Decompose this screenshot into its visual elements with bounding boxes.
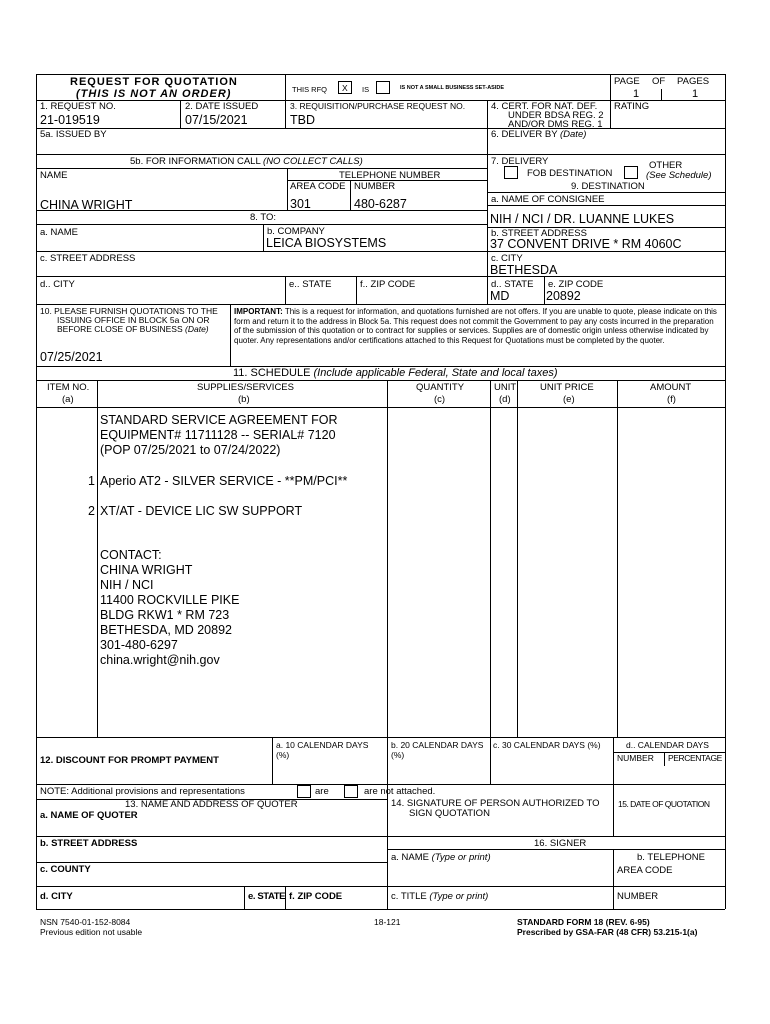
set-aside-label: IS NOT A SMALL BUSINESS SET-ASIDE: [400, 85, 505, 91]
form-code: 18-121: [374, 917, 401, 927]
item-no: 2: [88, 504, 95, 518]
form-subtitle: (THIS IS NOT AN ORDER): [76, 88, 232, 100]
contact-line[interactable]: china.wright@nih.gov: [100, 653, 220, 667]
discount-days-label: d.. CALENDAR DAYS: [626, 740, 709, 750]
info-call-label: 5b. FOR INFORMATION CALL (NO COLLECT CALLS): [130, 156, 363, 167]
quoter-city-label: d. CITY: [40, 891, 73, 902]
requisition-label: 3. REQUISITION/PURCHASE REQUEST NO.: [290, 101, 466, 111]
delivery-label: 7. DELIVERY: [491, 156, 549, 167]
consignee-label: a. NAME OF CONSIGNEE: [491, 194, 605, 205]
see-schedule-label: (See Schedule): [646, 170, 712, 181]
nsn-number: NSN 7540-01-152-8084: [40, 917, 131, 927]
col-unit-price: UNIT PRICE: [540, 382, 594, 393]
this-rfq-label: THIS RFQ: [292, 85, 327, 94]
area-code-label: AREA CODE: [290, 181, 346, 192]
signer-area-code-label: AREA CODE: [617, 865, 673, 876]
dest-zip-label: e. ZIP CODE: [548, 279, 604, 290]
date-issued-label: 2. DATE ISSUED: [185, 101, 259, 112]
set-aside-checkbox[interactable]: [376, 81, 390, 94]
contact-line: BLDG RKW1 * RM 723: [100, 608, 230, 622]
schedule-title: 11. SCHEDULE (Include applicable Federal, State and local taxes): [233, 367, 558, 379]
of-label: OF: [652, 76, 666, 87]
note-text: NOTE: Additional provisions and representations: [40, 786, 245, 797]
to-street-label: c. STREET ADDRESS: [40, 253, 136, 264]
cert-label-1: 4. CERT. FOR NAT. DEF.: [491, 101, 598, 112]
col-unit-price-sub: (e): [563, 394, 575, 405]
signature-label-2: SIGN QUOTATION: [409, 808, 490, 819]
prescribed-by-label: Prescribed by GSA-FAR (48 CFR) 53.215-1(a): [517, 927, 698, 937]
contact-line: NIH / NCI: [100, 578, 154, 592]
to-state-label: e.. STATE: [289, 279, 332, 290]
discount-30-label: c. 30 CALENDAR DAYS (%): [493, 740, 601, 750]
discount-label: 12. DISCOUNT FOR PROMPT PAYMENT: [40, 755, 219, 766]
service-intro-line: (POP 07/25/2021 to 07/24/2022): [100, 443, 281, 457]
signer-label: 16. SIGNER: [534, 838, 587, 849]
date-issued-value[interactable]: 07/15/2021: [185, 113, 248, 127]
quoter-county-label: c. COUNTY: [40, 864, 91, 875]
page-value: 1: [633, 88, 640, 100]
col-quantity: QUANTITY: [416, 382, 465, 393]
item-desc: XT/AT - DEVICE LIC SW SUPPORT: [100, 504, 303, 518]
request-no-value[interactable]: 21-019519: [40, 113, 100, 127]
requisition-value[interactable]: TBD: [290, 113, 315, 127]
company-value[interactable]: LEICA BIOSYSTEMS: [266, 236, 387, 250]
rfq-check-mark: X: [342, 83, 348, 93]
dest-state-value[interactable]: MD: [490, 289, 510, 303]
pages-value: 1: [692, 88, 699, 100]
to-name-label: a. NAME: [40, 227, 79, 238]
signature-label-1: 14. SIGNATURE OF PERSON AUTHORIZED TO: [391, 798, 600, 809]
signer-name-label: a. NAME (Type or print): [391, 852, 491, 863]
col-amount: AMOUNT: [650, 382, 692, 393]
service-intro-line: EQUIPMENT# 11711128 -- SERIAL# 7120: [100, 428, 336, 442]
are-not-checkbox[interactable]: [344, 785, 358, 798]
discount-number-label: NUMBER: [617, 753, 654, 763]
are-not-label: are not attached.: [364, 786, 436, 797]
furnish-line-1: 10. PLEASE FURNISH QUOTATIONS TO THE: [40, 306, 218, 316]
to-zip-label: f.. ZIP CODE: [360, 279, 416, 290]
number-value[interactable]: 480-6287: [354, 197, 407, 211]
important-notice: IMPORTANT: This is a request for information, and quotations furnished are not offers. If you are unable to quote, please indicate on this form and return it to the address in Block 5a. This request does not commit the Government to pay any costs incurred in the preparation of the submission of this quotation or to contract for supplies or services. Supplies are of domestic origin unless otherwise indicated by quoter. Any representations and/or certifications attached to this Request for Quotations must be completed by the quoter.: [234, 307, 717, 345]
discount-10-label: a. 10 CALENDAR DAYS: [276, 740, 369, 750]
quoter-street-label: b. STREET ADDRESS: [40, 838, 138, 849]
rfq-checkbox[interactable]: [338, 81, 352, 94]
info-name-value[interactable]: CHINA WRIGHT: [40, 198, 133, 212]
are-label: are: [315, 786, 329, 797]
col-quantity-sub: (c): [434, 394, 446, 405]
dest-state-label: d.. STATE: [491, 279, 534, 290]
signer-number-label: NUMBER: [617, 891, 659, 902]
discount-10-pct: (%): [276, 750, 290, 760]
dest-city-value[interactable]: BETHESDA: [490, 263, 558, 277]
pages-label: PAGES: [677, 76, 710, 87]
quote-due-date[interactable]: 07/25/2021: [40, 350, 103, 364]
fob-label: FOB DESTINATION: [527, 168, 613, 179]
col-item-no: ITEM NO.: [47, 382, 90, 393]
quoter-zip-label: f. ZIP CODE: [289, 891, 343, 902]
col-supplies-sub: (b): [238, 394, 250, 405]
discount-percentage-label: PERCENTAGE: [668, 753, 722, 763]
to-city-label: d.. CITY: [40, 279, 75, 290]
col-supplies: SUPPLIES/SERVICES: [197, 382, 294, 393]
col-unit-sub: (d): [499, 394, 511, 405]
destination-label: 9. DESTINATION: [571, 181, 645, 192]
telephone-label: TELEPHONE NUMBER: [339, 170, 441, 181]
fob-checkbox[interactable]: [504, 166, 518, 179]
form-title: REQUEST FOR QUOTATION: [70, 76, 238, 88]
contact-line: CHINA WRIGHT: [100, 563, 193, 577]
dest-street-value[interactable]: 37 CONVENT DRIVE * RM 4060C: [490, 237, 682, 251]
signer-telephone-label: b. TELEPHONE: [637, 852, 705, 863]
cert-label-2: UNDER BDSA REG. 2: [508, 110, 604, 121]
date-of-quotation-label: 15. DATE OF QUOTATION: [618, 799, 710, 809]
contact-line: 11400 ROCKVILLE PIKE: [100, 593, 240, 607]
standard-form-label: STANDARD FORM 18 (REV. 6-95): [517, 917, 650, 927]
dest-street-label: b. STREET ADDRESS: [491, 228, 587, 239]
area-code-value[interactable]: 301: [290, 197, 311, 211]
col-amount-sub: (f): [667, 394, 676, 405]
dest-zip-value[interactable]: 20892: [546, 289, 581, 303]
service-intro-line: STANDARD SERVICE AGREEMENT FOR: [100, 413, 338, 427]
signer-title-label: c. TITLE (Type or print): [391, 891, 489, 902]
discount-20-pct: (%): [391, 750, 405, 760]
item-no: 1: [88, 474, 95, 488]
deliver-by-label: 6. DELIVER BY (Date): [491, 129, 587, 140]
cert-label-3: AND/OR DMS REG. 1: [508, 120, 603, 128]
page-label: PAGE: [614, 76, 640, 87]
info-name-label: NAME: [40, 170, 68, 181]
other-checkbox[interactable]: [624, 166, 638, 179]
request-no-label: 1. REQUEST NO.: [40, 101, 116, 112]
consignee-value[interactable]: NIH / NCI / DR. LUANNE LUKES: [490, 212, 675, 226]
to-label: 8. TO:: [250, 212, 277, 223]
company-label: b. COMPANY: [267, 226, 325, 237]
rating-label: RATING: [614, 101, 650, 112]
quoter-state-label: e. STATE: [248, 891, 286, 902]
contact-line: CONTACT:: [100, 548, 162, 562]
col-unit: UNIT: [494, 382, 517, 393]
quoter-name-label: a. NAME OF QUOTER: [40, 810, 138, 821]
col-item-no-sub: (a): [62, 394, 74, 405]
issued-by-label: 5a. ISSUED BY: [40, 129, 107, 140]
is-label: IS: [362, 85, 370, 94]
previous-edition-note: Previous edition not usable: [40, 927, 143, 937]
furnish-line-2: ISSUING OFFICE IN BLOCK 5a ON OR: [57, 315, 210, 325]
are-checkbox[interactable]: [297, 785, 311, 798]
quoter-block-label: 13. NAME AND ADDRESS OF QUOTER: [125, 799, 298, 810]
other-label: OTHER: [649, 160, 683, 171]
item-desc: Aperio AT2 - SILVER SERVICE - **PM/PCI**: [100, 474, 348, 488]
furnish-line-3: BEFORE CLOSE OF BUSINESS (Date): [57, 324, 209, 334]
discount-20-label: b. 20 CALENDAR DAYS: [391, 740, 484, 750]
contact-line: BETHESDA, MD 20892: [100, 623, 232, 637]
number-label: NUMBER: [354, 181, 396, 192]
contact-line: 301-480-6297: [100, 638, 178, 652]
dest-city-label: c. CITY: [491, 253, 523, 264]
